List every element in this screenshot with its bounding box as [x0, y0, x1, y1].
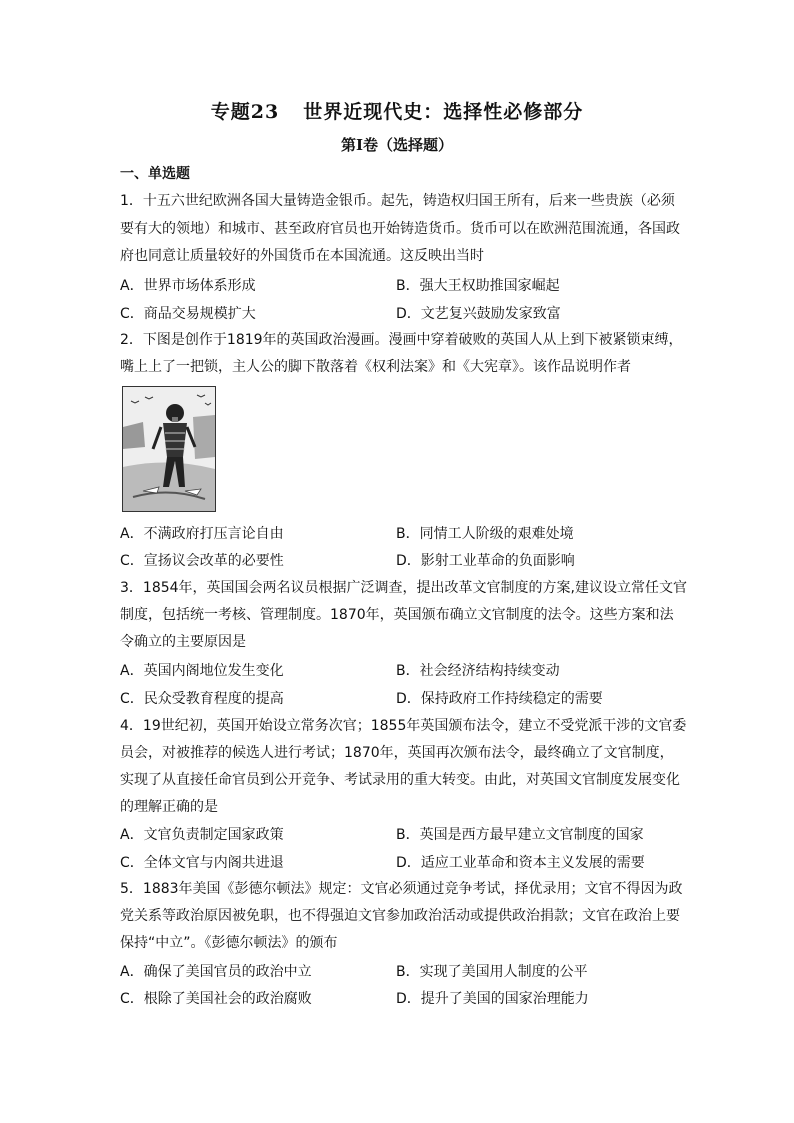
section-heading: 一、单选题 — [120, 166, 190, 182]
title-topic-number: 专题23 — [210, 101, 280, 123]
question-stem-line: 的理解正确的是 — [120, 799, 218, 815]
option-b[interactable]: B．英国是西方最早建立文官制度的国家 — [396, 827, 644, 843]
question-stem-line: 嘴上上了一把锁，主人公的脚下散落着《权利法案》和《大宪章》。该作品说明作者 — [120, 359, 631, 375]
option-c[interactable]: C．全体文官与内阁共进退 — [120, 855, 284, 871]
option-a[interactable]: A．不满政府打压言论自由 — [120, 526, 284, 542]
option-d[interactable]: D．影射工业革命的负面影响 — [396, 553, 575, 569]
option-c[interactable]: C．根除了美国社会的政治腐败 — [120, 991, 312, 1007]
option-c[interactable]: C．商品交易规模扩大 — [120, 306, 256, 322]
question-stem-line: 府也同意让质量较好的外国货币在本国流通。这反映出当时 — [120, 248, 484, 264]
option-a[interactable]: A．英国内阁地位发生变化 — [120, 663, 284, 679]
question-stem-line: 3．1854年，英国国会两名议员根据广泛调查，提出改革文官制度的方案,建议设立常任文官 — [120, 580, 687, 596]
option-d[interactable]: D．提升了美国的国家治理能力 — [396, 991, 589, 1007]
option-d[interactable]: D．文艺复兴鼓励发家致富 — [396, 306, 561, 322]
question-stem-line: 4．19世纪初，英国开始设立常务次官；1855年英国颁布法令，建立不受党派干涉的文官委 — [120, 718, 687, 734]
option-d[interactable]: D．适应工业革命和资本主义发展的需要 — [396, 855, 645, 871]
option-b[interactable]: B．社会经济结构持续变动 — [396, 663, 560, 679]
option-c[interactable]: C．宣扬议会改革的必要性 — [120, 553, 284, 569]
title-topic-name: 世界近现代史：选择性必修部分 — [303, 101, 584, 123]
political-cartoon-image — [122, 386, 216, 512]
question-stem-line: 员会，对被推荐的候选人进行考试；1870年，英国再次颁布法令，最终确立了文官制度， — [120, 745, 674, 761]
volume-subtitle: 第Ⅰ卷（选择题） — [340, 136, 454, 154]
option-a[interactable]: A．确保了美国官员的政治中立 — [120, 964, 312, 980]
page-title — [0, 97, 794, 124]
question-stem-line: 保持“中立”。《彭德尔顿法》的颁布 — [120, 935, 338, 951]
question-stem-line: 制度，包括统一考核、管理制度。1870年，英国颁布确立文官制度的法令。这些方案和法 — [120, 607, 674, 623]
question-stem-line: 要有大的领地）和城市、甚至政府官员也开始铸造货币。货币可以在欧洲范围流通，各国政 — [120, 221, 680, 237]
option-a[interactable]: A．世界市场体系形成 — [120, 278, 256, 294]
question-stem-line: 党关系等政治原因被免职，也不得强迫文官参加政治活动或提供政治捐款；文官在政治上要 — [120, 908, 680, 924]
option-b[interactable]: B．实现了美国用人制度的公平 — [396, 964, 588, 980]
question-stem-line: 1．十五六世纪欧洲各国大量铸造金银币。起先，铸造权归国王所有，后来一些贵族（必须 — [120, 193, 675, 209]
question-stem-line: 令确立的主要原因是 — [120, 634, 246, 650]
question-stem-line: 实现了从直接任命官员到公开竞争、考试录用的重大转变。由此，对英国文官制度发展变化 — [120, 772, 680, 788]
option-a[interactable]: A．文官负责制定国家政策 — [120, 827, 284, 843]
question-stem-line: 5．1883年美国《彭德尔顿法》规定：文官必须通过竞争考试，择优录用；文官不得因为政 — [120, 881, 683, 897]
question-stem-line: 2．下图是创作于1819年的英国政治漫画。漫画中穿着破败的英国人从上到下被紧锁束缚， — [120, 332, 683, 348]
option-b[interactable]: B．强大王权助推国家崛起 — [396, 278, 560, 294]
option-c[interactable]: C．民众受教育程度的提高 — [120, 691, 284, 707]
option-b[interactable]: B．同情工人阶级的艰难处境 — [396, 526, 574, 542]
cartoon-drawing — [123, 387, 215, 511]
option-d[interactable]: D．保持政府工作持续稳定的需要 — [396, 691, 603, 707]
